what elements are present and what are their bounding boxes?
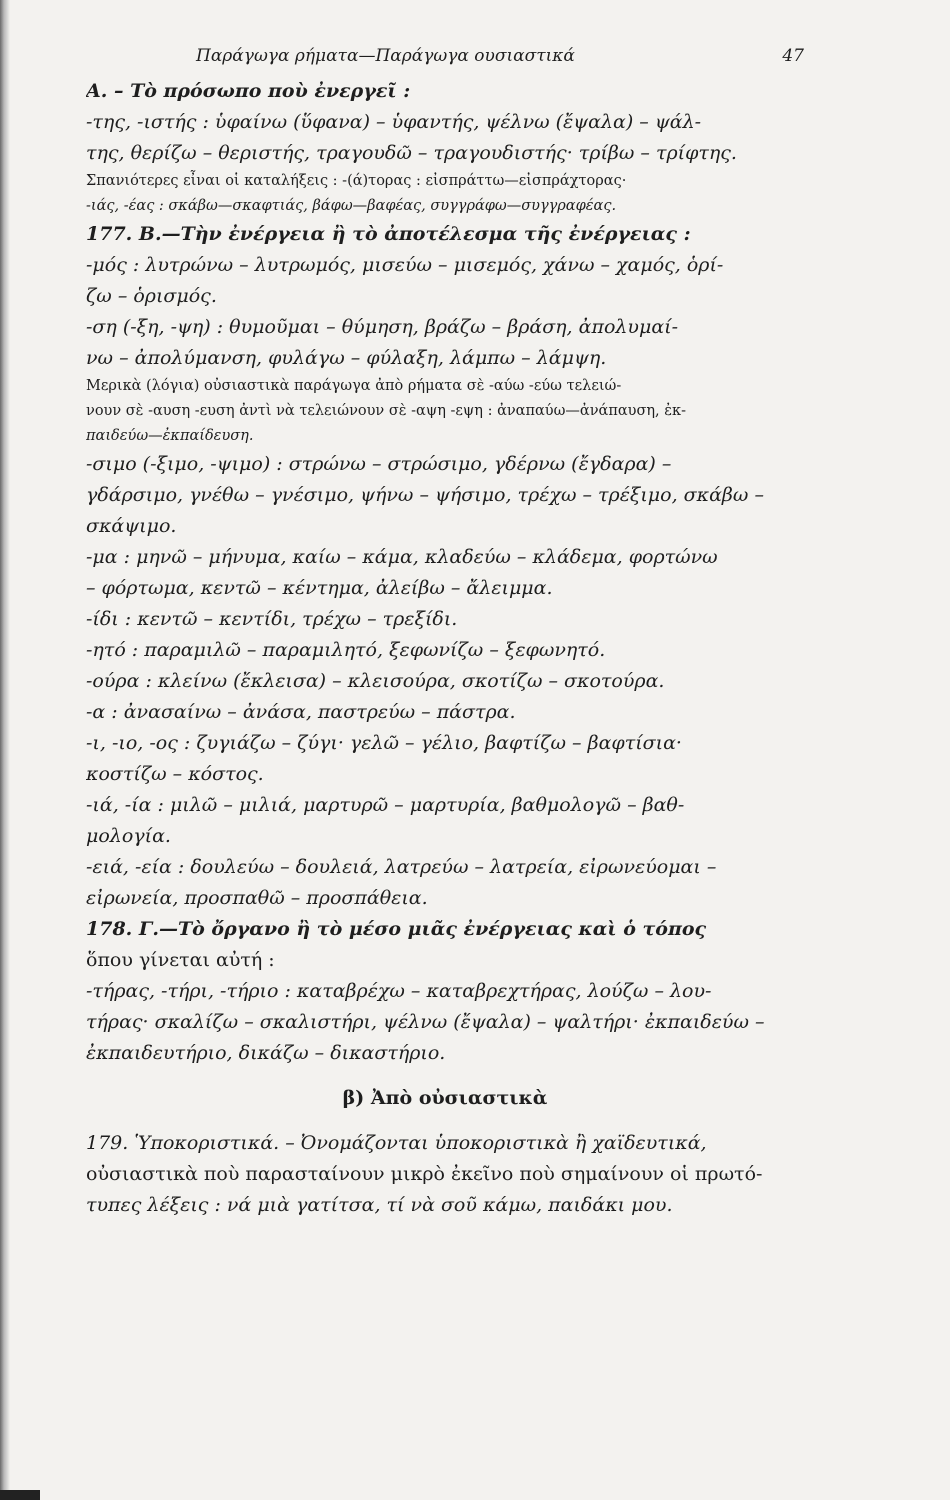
text-line: -ίδι : κεντῶ – κεντίδι, τρέχω – τρεξίδι. [86,608,458,630]
text-line: οὐσιαστικὰ ποὺ παρασταίνουν μικρὸ ἐκεῖνο ποὺ σημαίνουν οἱ πρωτό- [86,1163,763,1185]
text-line: -ούρα : κλείνω (ἔκλεισα) – κλεισούρα, σκοτίζω – σκοτούρα. [86,670,665,692]
text-line: -ητό : παραμιλῶ – παραμιλητό, ξεφωνίζω – ξεφωνητό. [86,639,606,661]
note-line: Σπανιότερες εἶναι οἱ καταλήξεις : -(ά)τορας : εἰσπράττω—εἰσπράχτορας· [86,173,627,189]
text-line: -σιμο (-ξιμο, -ψιμο) : στρώνω – στρώσιμο, γδέρνω (ἔγδαρα) – [86,453,672,475]
note-line: νουν σὲ -αυση -ευση ἀντὶ νὰ τελειώνουν σὲ -αψη -εψη : ἀναπαύω—ἀνάπαυση, ἐκ- [86,403,687,419]
heading-178: 178. Γ.—Τὸ ὄργανο ἢ τὸ μέσο μιᾶς ἐνέργειας καὶ ὁ τόπος [86,918,707,940]
running-header [86,40,804,76]
text-line: ἐκπαιδευτήριο, δικάζω – δικαστήριο. [86,1042,446,1064]
text-line: τυπες λέξεις : νά μιὰ γατίτσα, τί νὰ σοῦ κάμω, παιδάκι μου. [86,1194,673,1216]
text-line: -τήρας, -τήρι, -τήριο : καταβρέχω – καταβρεχτήρας, λούζω – λου- [86,980,712,1002]
text-line: -ση (-ξη, -ψη) : θυμοῦμαι – θύμηση, βράζω – βράση, ἀπολυμαί- [86,316,679,338]
heading-a: Α. – Τὸ πρόσωπο ποὺ ἐνεργεῖ : [86,80,411,102]
heading-179: 179. Ὑποκοριστικά. – Ὀνομάζονται ὑποκοριστικὰ ἢ χαϊδευτικά, [86,1132,707,1154]
section-title: β) Ἀπὸ οὐσιαστικὰ [342,1087,548,1109]
scan-corner-mark [0,1490,40,1500]
text-line: -ιά, -ία : μιλῶ – μιλιά, μαρτυρῶ – μαρτυρία, βαθμολογῶ – βαθ- [86,794,685,816]
text-line: -μα : μηνῶ – μήνυμα, καίω – κάμα, κλαδεύω – κλάδεμα, φορτώνω [86,546,718,568]
book-page [86,40,804,1221]
text-line: -ι, -ιο, -ος : ζυγιάζω – ζύγι· γελῶ – γέλιο, βαφτίζω – βαφτίσια· [86,732,682,754]
note-line: -ιάς, -έας : σκάβω—σκαφτιάς, βάφω—βαφέας, συγγράφω—συγγραφέας. [86,198,617,214]
text-line: μολογία. [86,825,171,847]
heading-177: 177. Β.—Τὴν ἐνέργεια ἢ τὸ ἀποτέλεσμα τῆς ἐνέργειας : [86,223,691,245]
text-line: -μός : λυτρώνω – λυτρωμός, μισεύω – μισεμός, χάνω – χαμός, ὁρί- [86,254,724,276]
page-number: 47 [782,46,804,66]
text-line: τήρας· σκαλίζω – σκαλιστήρι, ψέλνω (ἔψαλα) – ψαλτήρι· ἐκπαιδεύω – [86,1011,765,1033]
text-line: -ειά, -εία : δουλεύω – δουλειά, λατρεύω – λατρεία, εἰρωνεύομαι – [86,856,717,878]
text-line: εἰρωνεία, προσπαθῶ – προσπάθεια. [86,887,428,909]
text-line: σκάψιμο. [86,515,177,537]
text-line: ὅπου γίνεται αὐτή : [86,949,275,971]
text-line: της, θερίζω – θεριστής, τραγουδῶ – τραγουδιστής· τρίβω – τρίφτης. [86,142,737,164]
text-line: -α : ἀνασαίνω – ἀνάσα, παστρεύω – πάστρα. [86,701,516,723]
text-line: – φόρτωμα, κεντῶ – κέντημα, ἀλείβω – ἄλειμμα. [86,577,553,599]
text-line: -της, -ιστής : ὑφαίνω (ὕφανα) – ὑφαντής, ψέλνω (ἔψαλα) – ψάλ- [86,111,702,133]
text-line: γδάρσιμο, γνέθω – γνέσιμο, ψήνω – ψήσιμο, τρέχω – τρέξιμο, σκάβω – [86,484,764,506]
note-line: παιδεύω—ἐκπαίδευση. [86,428,254,444]
page-scan-edge [0,0,10,1500]
text-line: νω – ἀπολύμανση, φυλάγω – φύλαξη, λάμπω – λάμψη. [86,347,607,369]
text-line: ζω – ὁρισμός. [86,285,217,307]
note-line: Μερικὰ (λόγια) οὐσιαστικὰ παράγωγα ἀπὸ ρήματα σὲ -αύω -εύω τελειώ- [86,378,622,394]
text-line: κοστίζω – κόστος. [86,763,264,785]
header-title: Παράγωγα ρήματα—Παράγωγα ουσιαστικά [196,46,575,66]
